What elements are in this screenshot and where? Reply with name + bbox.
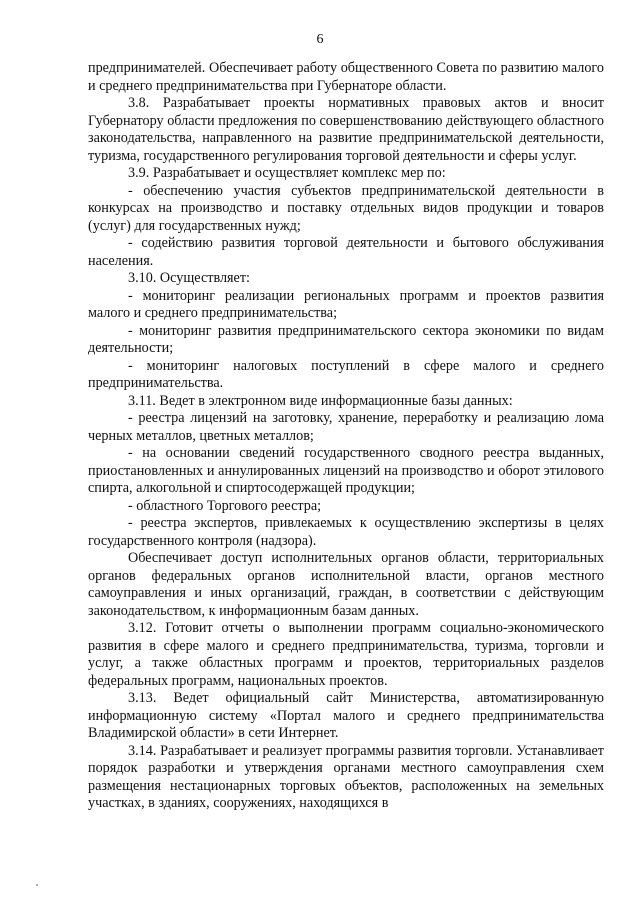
- document-body: [88, 60, 604, 813]
- paragraph-3-11: 3.11. Ведет в электронном виде информационные базы данных:: [128, 392, 513, 409]
- list-item-3-11-3: - областного Торгового реестра;: [128, 497, 322, 514]
- paragraph-3-12: 3.12. Готовит отчеты о выполнении программ социально-экономического развития в сфере малого и среднего предпринимательства, туризма, торговли и услуг, а также областных программ и проектов, территориальных разделов федеральных программ, национальных проектов.: [88, 620, 604, 689]
- list-item-3-9-1: - обеспечению участия субъектов предпринимательской деятельности в конкурсах на производство и поставку отдельных видов продукции и товаров (услуг) для государственных нужд;: [88, 182, 604, 234]
- page-number: 6: [316, 32, 324, 47]
- list-item-3-10-1: - мониторинг реализации региональных программ и проектов развития малого и среднего предпринимательства;: [88, 287, 604, 321]
- paragraph-access: Обеспечивает доступ исполнительных органов области, территориальных органов федеральных органов исполнительной власти, органов местного самоуправления и иных организаций, граждан, в соответствии с действующим законодательством, к информационным базам данных.: [88, 550, 604, 619]
- list-item-3-11-1: - реестра лицензий на заготовку, хранение, переработку и реализацию лома черных металлов, цветных металлов;: [88, 410, 604, 444]
- list-item-3-10-2: - мониторинг развития предпринимательского сектора экономики по видам деятельности;: [88, 322, 604, 356]
- paragraph-3-9: 3.9. Разрабатывает и осуществляет комплекс мер по:: [128, 165, 446, 181]
- list-item-3-10-3: - мониторинг налоговых поступлений в сфере малого и среднего предпринимательства.: [88, 357, 604, 391]
- paragraph-3-10: 3.10. Осуществляет:: [128, 270, 250, 286]
- paragraph-continuation: предпринимателей. Обеспечивает работу общественного Совета по развитию малого и среднего предпринимательства при Губернаторе области.: [88, 60, 604, 94]
- list-item-3-11-2: - на основании сведений государственного сводного реестра выданных, приостановленных и аннулированных лицензий на производство и оборот этилового спирта, алкогольной и спиртосодержащей продукции;: [88, 445, 604, 496]
- paragraph-3-13: 3.13. Ведет официальный сайт Министерства, автоматизированную информационную систему «Портал малого и среднего предпринимательства Владимирской области» в сети Интернет.: [88, 690, 604, 741]
- scan-speck: [36, 884, 38, 886]
- list-item-3-9-2: - содействию развития торговой деятельности и бытового обслуживания населения.: [88, 235, 604, 269]
- paragraph-3-14: 3.14. Разрабатывает и реализует программы развития торговли. Устанавливает порядок разработки и утверждения органами местного самоуправления схем размещения нестационарных торговых объектов, расположенных на земельных участках, в зданиях, сооружениях, находящихся в: [88, 742, 604, 811]
- paragraph-3-8: 3.8. Разрабатывает проекты нормативных правовых актов и вносит Губернатору области предложения по совершенствованию действующего областного законодательства, направленного на развитие предпринимательской деятельности, туризма, государственного регулирования торговой деятельности и сферы услуг.: [88, 95, 604, 164]
- list-item-3-11-4: - реестра экспертов, привлекаемых к осуществлению экспертизы в целях государственного контроля (надзора).: [88, 515, 604, 549]
